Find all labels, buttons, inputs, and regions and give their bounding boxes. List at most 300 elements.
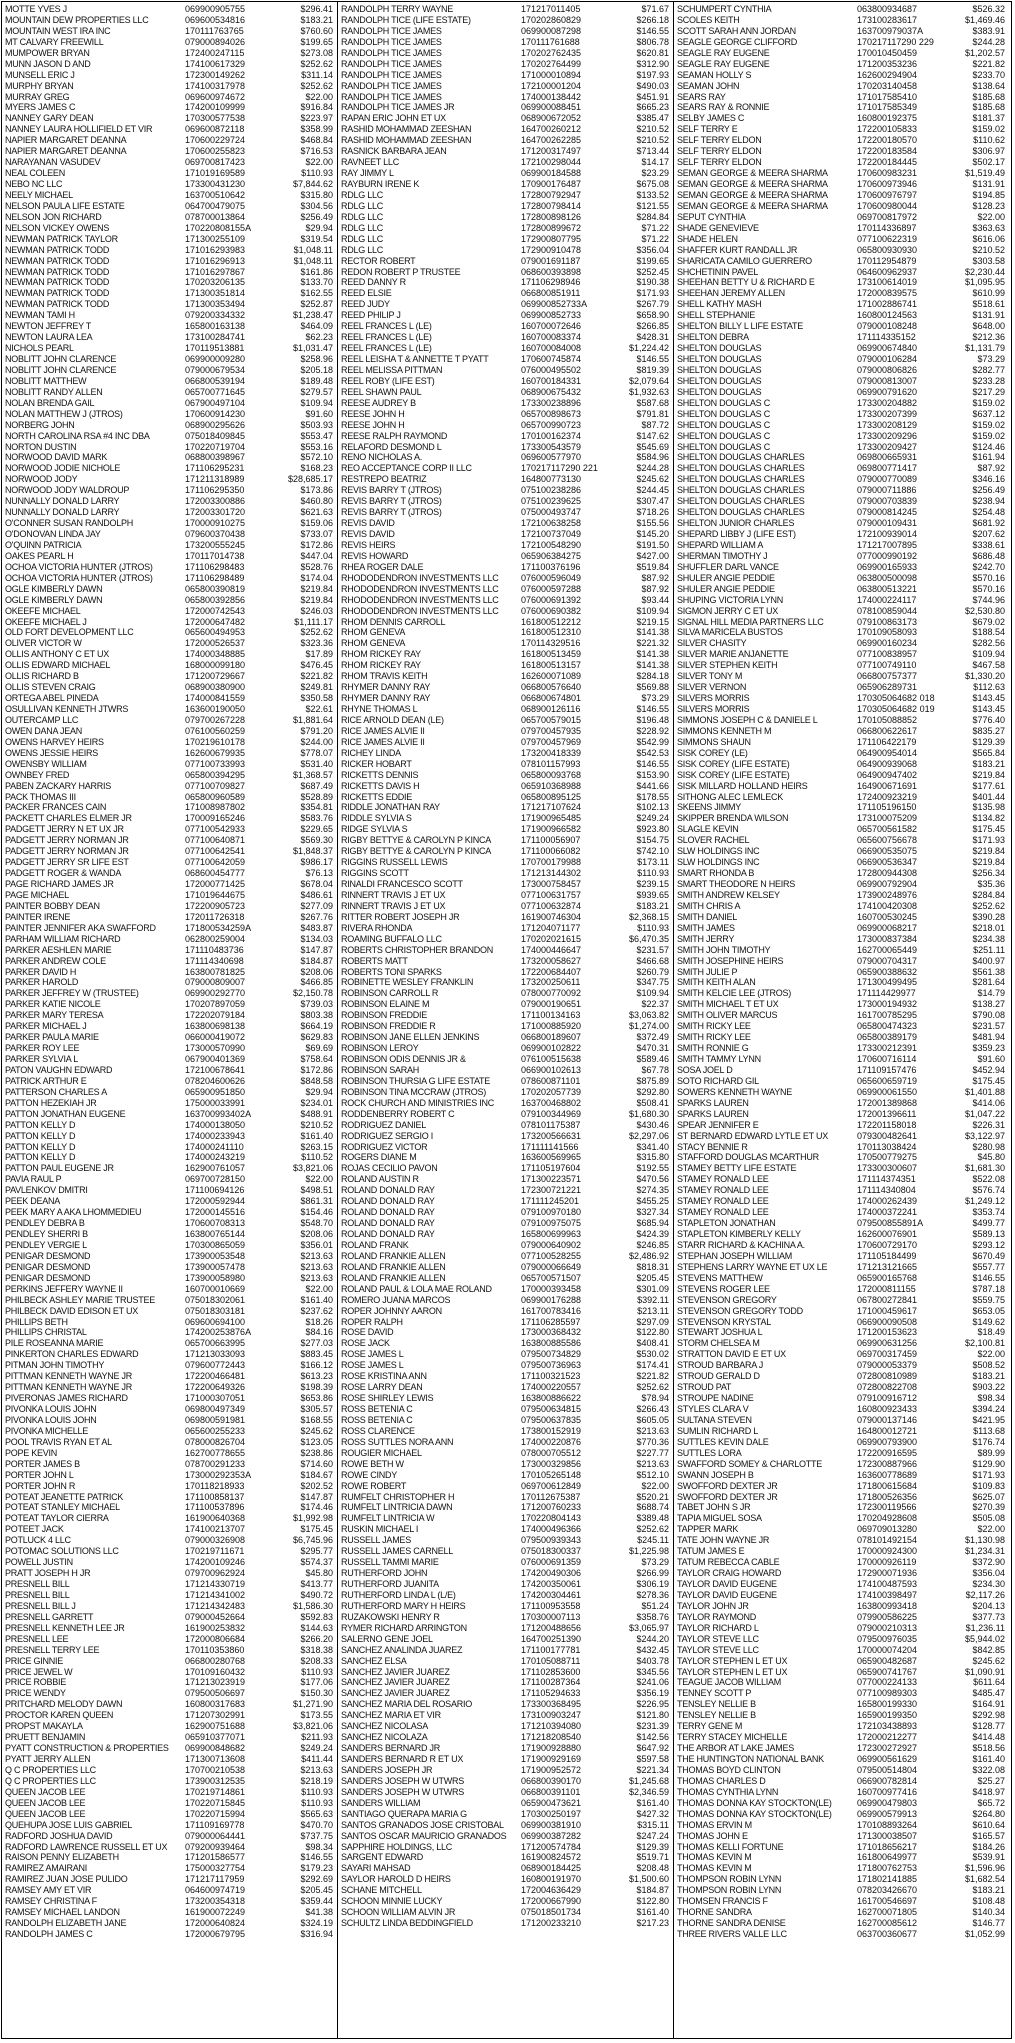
account-number: 173300431230 (185, 179, 246, 189)
account-number: 172200105833 (857, 124, 918, 135)
amount: $875.89 (636, 1075, 669, 1086)
account-number: 065700898673 (521, 408, 582, 419)
amount: $177.61 (972, 780, 1005, 791)
owner-name: ROAMING BUFFALO LLC (341, 933, 442, 944)
account-number: 174100398497 (857, 1589, 918, 1600)
listing-row (677, 682, 1009, 693)
listing-row (341, 1918, 671, 1929)
account-number: 170010450459 (857, 47, 918, 58)
amount: $221.82 (972, 58, 1005, 69)
listing-row (341, 1382, 671, 1393)
owner-name: SANCHEZ ANALINDA JUAREZ (341, 1644, 463, 1655)
owner-name: MURRAY GREG (5, 91, 70, 102)
amount: $175.45 (972, 1075, 1005, 1086)
owner-name: SHELTON DOUGLAS CHARLES (677, 452, 805, 463)
listing-row (677, 1492, 1009, 1503)
listing-row (5, 606, 335, 617)
account-number: 173300300607 (857, 1163, 918, 1174)
listing-row (5, 81, 335, 92)
account-number: 065910377071 (185, 1732, 246, 1743)
owner-name: SCHANE MITCHELL (341, 1885, 422, 1896)
amount: $1,848.37 (292, 846, 333, 857)
owner-name: REESE AUDREY B (341, 397, 416, 408)
account-number: 066800280768 (185, 1655, 246, 1666)
owner-name: PHILBECK DAVID EDISON ET UX (5, 1305, 138, 1316)
amount: $110.52 (301, 1152, 333, 1163)
amount: $744.96 (972, 594, 1005, 605)
account-number: 170600729170 (857, 1239, 918, 1250)
account-number: 171900929169 (521, 1754, 582, 1764)
account-number: 171300713608 (185, 1754, 246, 1764)
account-number: 173100284741 (185, 332, 246, 343)
account-number: 172000679795 (185, 1929, 246, 1939)
amount: $112.63 (973, 682, 1005, 693)
listing-row (341, 321, 671, 332)
account-number: 171019644675 (185, 889, 246, 900)
amount: $204.13 (972, 1600, 1005, 1611)
account-number: 174000372241 (857, 1207, 918, 1218)
listing-row (341, 26, 671, 37)
listing-row (5, 1492, 335, 1503)
amount: $3,065.97 (628, 1622, 669, 1633)
owner-name: SEPUT CYNTHIA (677, 211, 746, 222)
account-number: 171217107624 (521, 802, 582, 813)
listing-row (5, 1645, 335, 1656)
amount: $531.40 (300, 758, 333, 769)
owner-name: SANTOS OSCAR MAURICIO GRANADOS (341, 1830, 507, 1841)
amount: $1,236.11 (965, 1622, 1005, 1633)
listing-row (677, 1546, 1009, 1557)
owner-name: NEWMAN PATRICK TODD (5, 299, 110, 310)
account-number: 066800851911 (521, 288, 581, 299)
amount: $14.79 (977, 988, 1005, 999)
listing-row (5, 737, 335, 748)
listing-row (341, 1360, 671, 1371)
owner-name: REEL LEISHA T & ANNETTE T PYATT (341, 354, 489, 364)
listing-row (341, 1885, 671, 1896)
listing-row (341, 1240, 671, 1251)
owner-name: PROCTOR KAREN QUEEN (5, 1710, 114, 1721)
account-number: 170217117290 229 (857, 36, 934, 47)
account-number: 065800474323 (857, 1021, 918, 1032)
amount: $502.17 (972, 157, 1005, 168)
listing-row (677, 1327, 1009, 1338)
amount: $1,596.96 (964, 1863, 1005, 1874)
amount: $347.75 (636, 977, 669, 988)
listing-row (341, 682, 671, 693)
amount: $421.95 (972, 1414, 1005, 1425)
listing-row (341, 792, 671, 803)
listing-row (5, 1371, 335, 1382)
listing-row (677, 1918, 1009, 1929)
owner-name: POTEET JACK (5, 1524, 64, 1535)
owner-name: PORTER JAMES B (5, 1458, 80, 1469)
owner-name: RANDOLPH TICE JAMES (341, 47, 442, 58)
amount: $208.48 (636, 1863, 669, 1874)
owner-name: SHARICATA CAMILO GUERRERO (677, 255, 812, 266)
amount: $542.99 (636, 736, 669, 747)
listing-row (5, 682, 335, 693)
owner-name: ROLAND DONALD RAY (341, 1185, 435, 1196)
amount: $848.58 (300, 1075, 333, 1086)
owner-name: PARKER PAULA MARIE (5, 1032, 99, 1043)
owner-name: ROSE DAVID (341, 1327, 394, 1338)
listing-row (677, 715, 1009, 726)
amount: $171.93 (972, 1469, 1005, 1480)
listing-row (677, 201, 1009, 212)
amount: $1,992.98 (292, 1513, 333, 1524)
amount: $181.37 (972, 113, 1005, 124)
owner-name: RICKER HOBART (341, 758, 412, 769)
amount: $470.56 (636, 1174, 669, 1185)
account-number: 069900852733A (521, 299, 588, 310)
owner-name: MUNSELL ERIC J (5, 69, 75, 80)
listing-row (341, 1415, 671, 1426)
owner-name: SHEEHAN BETTY U & RICHARD E (677, 277, 815, 288)
amount: $1,048.11 (293, 244, 333, 255)
amount: $226.31 (972, 1119, 1005, 1130)
amount: $561.38 (972, 966, 1005, 977)
amount: $620.81 (636, 47, 669, 58)
listing-row (677, 868, 1009, 879)
account-number: 171105197604 (521, 1163, 581, 1174)
listing-row (5, 1327, 335, 1338)
account-number: 163700510642 (185, 189, 246, 200)
amount: $154.75 (636, 835, 669, 846)
account-number: 172001389868 (857, 1097, 918, 1108)
owner-name: TAYLOR STEVE LLC (677, 1644, 759, 1655)
amount: $341.40 (636, 1141, 669, 1152)
owner-name: POTEAT JEANETTE PATRICK (5, 1491, 124, 1502)
listing-row (341, 1907, 671, 1918)
amount: $146.55 (636, 758, 669, 769)
owner-name: SWANN JOSEPH B (677, 1469, 754, 1480)
account-number: 171114429977 (857, 988, 916, 999)
listing-row (5, 245, 335, 256)
account-number: 171106298489 (185, 572, 245, 583)
account-number: 170217117290 221 (521, 463, 598, 474)
amount: $356.19 (636, 1688, 669, 1699)
owner-name: STAMEY BETTY LIFE ESTATE (677, 1163, 797, 1174)
account-number: 161800649977 (857, 1852, 918, 1863)
amount: $110.93 (301, 168, 333, 179)
listing-row (5, 595, 335, 606)
listing-row (677, 1842, 1009, 1853)
amount: $861.31 (300, 1196, 333, 1207)
account-number: 172800792947 (521, 189, 582, 200)
listing-row (677, 277, 1009, 288)
amount: $470.31 (636, 1043, 669, 1054)
amount: $234.38 (972, 933, 1005, 944)
owner-name: RAMIREZ AMAIRANI (5, 1863, 88, 1874)
listing-row (341, 1776, 671, 1787)
account-number: 066800576640 (521, 682, 582, 693)
account-number: 175000327754 (185, 1863, 246, 1874)
account-number: 171217117959 (185, 1874, 245, 1885)
account-number: 165800199330 (857, 1699, 918, 1710)
owner-name: OLLIS STEVEN CRAIG (5, 682, 96, 693)
account-number: 161900824572 (521, 1852, 582, 1863)
listing-row (5, 999, 335, 1010)
amount: $3,063.82 (628, 1010, 669, 1021)
amount: $159.02 (972, 430, 1005, 441)
listing-row (677, 1513, 1009, 1524)
account-number: 173000570990 (185, 1043, 246, 1054)
account-number: 171016293983 (185, 244, 246, 255)
amount: $605.05 (636, 1414, 669, 1425)
account-number: 172003301720 (185, 507, 246, 518)
amount: $25.27 (977, 1775, 1005, 1786)
amount: $572.10 (300, 452, 333, 463)
listing-row (677, 1667, 1009, 1678)
owner-name: SANCHEZ JAVIER JUAREZ (341, 1677, 450, 1688)
listing-row (341, 256, 671, 267)
owner-name: RIDDLE SYLVIA S (341, 813, 412, 824)
owner-name: RASNICK BARBARA JEAN (341, 146, 447, 157)
amount: $256.49 (300, 211, 333, 222)
account-number: 162600294904 (857, 69, 918, 80)
listing-row (5, 573, 335, 584)
account-number: 078100859044 (857, 605, 918, 616)
amount: $281.64 (972, 977, 1005, 988)
owner-name: STROUD BARBARA J (677, 1360, 764, 1371)
listing-row (341, 365, 671, 376)
account-number: 171106295350 (185, 485, 245, 496)
amount: $519.71 (636, 1852, 669, 1863)
account-number: 164800773130 (521, 474, 582, 485)
amount: $146.55 (300, 1852, 333, 1863)
amount: $282.56 (972, 638, 1005, 649)
owner-name: ROPER RALPH (341, 1316, 403, 1327)
amount: $1,048.11 (293, 255, 333, 266)
listing-row (677, 1360, 1009, 1371)
account-number: 170000910275 (185, 518, 246, 529)
owner-name: PARHAM WILLIAM RICHARD (5, 933, 121, 944)
account-number: 171106295231 (185, 463, 245, 474)
account-number: 170202860829 (521, 14, 582, 25)
amount: $121.80 (636, 1710, 669, 1721)
account-number: 171114374351 (857, 1174, 916, 1185)
listing-column-2 (338, 2, 674, 2038)
amount: $1,095.95 (964, 277, 1005, 288)
amount: $589.13 (972, 1229, 1005, 1239)
account-number: 066800390170 (521, 1775, 582, 1786)
listing-row (677, 310, 1009, 321)
amount: $483.87 (300, 922, 333, 933)
listing-row (5, 967, 335, 978)
account-number: 173200354318 (185, 1896, 246, 1907)
listing-row (677, 496, 1009, 507)
account-number: 173100075209 (857, 813, 918, 824)
amount: $208.06 (300, 1229, 333, 1239)
listing-row (677, 1754, 1009, 1765)
account-number: 079000711886 (857, 485, 917, 496)
owner-name: THREE RIVERS VALLE LLC (677, 1929, 787, 1939)
owner-name: PITMAN JOHN TIMOTHY (5, 1360, 105, 1371)
account-number: 170000393458 (521, 1283, 582, 1294)
account-number: 079100975075 (521, 1218, 582, 1229)
amount: $292.69 (300, 1874, 333, 1885)
amount: $190.38 (636, 277, 669, 288)
amount: $146.55 (972, 1272, 1005, 1283)
listing-row (677, 1809, 1009, 1820)
listing-row (677, 649, 1009, 660)
amount: $219.84 (972, 857, 1005, 868)
account-number: 170202762435 (521, 47, 582, 58)
amount: $228.92 (636, 725, 669, 736)
account-number: 170600745874 (521, 354, 582, 364)
amount: $168.23 (300, 463, 333, 474)
listing-row (677, 321, 1009, 332)
listing-row (677, 135, 1009, 146)
owner-name: RHYMER DANNY RAY (341, 682, 431, 693)
owner-name: THOMAS DONNA KAY STOCKTON(LE) (677, 1797, 832, 1808)
owner-name: PADGETT JERRY NORMAN JR (5, 835, 129, 846)
amount: $613.23 (300, 1371, 333, 1382)
account-number: 079700457935 (521, 725, 582, 736)
account-number: 079000326908 (185, 1535, 246, 1546)
amount: $451.91 (636, 91, 669, 102)
amount: $2,346.59 (628, 1786, 669, 1797)
amount: $226.95 (636, 1699, 669, 1710)
listing-row (5, 59, 335, 70)
listing-row (5, 1218, 335, 1229)
owner-name: PRESNELL BILL (5, 1579, 70, 1589)
listing-row (341, 1087, 671, 1098)
account-number: 079000814245 (857, 507, 918, 518)
account-number: 170220715994 (185, 1808, 246, 1819)
account-number: 171900965485 (521, 813, 582, 824)
listing-row (677, 802, 1009, 813)
owner-name: NOBLITT JOHN CLARENCE (5, 354, 117, 364)
owner-name: MOTTE YVES J (5, 4, 67, 14)
listing-row (677, 332, 1009, 343)
listing-row (5, 1174, 335, 1185)
account-number: 067900401369 (185, 1054, 246, 1064)
owner-name: SELBY JAMES C (677, 113, 745, 124)
account-number: 170600976797 (857, 189, 918, 200)
listing-row (341, 999, 671, 1010)
account-number: 163600778689 (857, 1469, 918, 1480)
amount: $251.11 (973, 944, 1005, 955)
owner-name: POWELL JUSTIN (5, 1557, 73, 1568)
amount: $159.02 (972, 397, 1005, 408)
amount: $430.46 (636, 1119, 669, 1130)
listing-row (341, 201, 671, 212)
owner-name: RHOM RICKEY RAY (341, 649, 421, 660)
owner-name: TENSLEY NELLIE B (677, 1710, 756, 1721)
amount: $244.28 (636, 463, 669, 474)
account-number: 065906289731 (857, 682, 918, 693)
amount: $616.06 (972, 233, 1005, 244)
amount: $505.08 (972, 1513, 1005, 1524)
account-number: 171213033093 (185, 1349, 246, 1360)
amount: $237.62 (300, 1305, 333, 1316)
amount: $166.12 (300, 1360, 333, 1371)
listing-row (5, 1634, 335, 1645)
listing-row (341, 1404, 671, 1415)
amount: $109.83 (972, 1480, 1005, 1491)
owner-name: NANNEY GARY DEAN (5, 113, 94, 124)
amount: $133.52 (636, 189, 669, 200)
amount: $231.57 (972, 1021, 1005, 1032)
account-number: 077100838957 (857, 649, 918, 660)
owner-name: POOL TRAVIS RYAN ET AL (5, 1436, 112, 1447)
owner-name: SILVERS MORRIS (677, 693, 750, 704)
amount: $264.80 (972, 1808, 1005, 1819)
amount: $306.97 (972, 146, 1005, 157)
listing-column-3 (674, 2, 1011, 2038)
listing-row (341, 824, 671, 835)
amount: $110.93 (637, 868, 669, 879)
amount: $133.70 (300, 277, 333, 288)
amount: $161.40 (636, 1907, 669, 1918)
listing-row (677, 343, 1009, 354)
account-number: 065900741767 (857, 1666, 918, 1677)
account-number: 065800389179 (857, 1032, 918, 1043)
amount: $323.36 (300, 638, 333, 649)
listing-row (341, 37, 671, 48)
listing-row (5, 1699, 335, 1710)
amount: $7,844.62 (292, 179, 333, 189)
owner-name: RAMSEY AMY ET VIR (5, 1885, 92, 1896)
amount: $637.12 (972, 408, 1005, 419)
listing-row (677, 1032, 1009, 1043)
listing-row (341, 102, 671, 113)
account-number: 171800762753 (857, 1863, 918, 1874)
owner-name: TENSLEY NELLIE B (677, 1699, 756, 1710)
owner-name: TABET JOHN S JR (677, 1502, 751, 1513)
listing-row (341, 1535, 671, 1546)
account-number: 172200916595 (857, 1447, 918, 1458)
listing-row (677, 1448, 1009, 1459)
amount: $3,821.06 (292, 1163, 333, 1174)
amount: $714.60 (300, 1458, 333, 1469)
account-number: 170300007113 (521, 1611, 581, 1622)
listing-row (5, 1349, 335, 1360)
amount: $172.86 (300, 1064, 333, 1075)
account-number: 068600454777 (185, 868, 246, 879)
account-number: 174200490306 (521, 1568, 582, 1579)
listing-row (677, 627, 1009, 638)
listing-row (5, 1284, 335, 1295)
amount: $183.21 (300, 14, 333, 25)
amount: $146.55 (636, 704, 669, 714)
owner-name: SWAFFORD SOMEY & CHARLOTTE (677, 1458, 823, 1469)
account-number: 172004636429 (521, 1885, 582, 1896)
account-number: 079500637835 (521, 1414, 582, 1425)
amount: $65.72 (977, 1797, 1005, 1808)
listing-row (677, 1863, 1009, 1874)
listing-row (677, 1218, 1009, 1229)
listing-row (5, 1557, 335, 1568)
listing-row (677, 529, 1009, 540)
account-number: 069900165933 (857, 561, 918, 572)
listing-row (677, 573, 1009, 584)
owner-name: SANCHEZ ELSA (341, 1655, 407, 1666)
amount: $98.34 (305, 1841, 333, 1852)
account-number: 172200183584 (857, 146, 918, 157)
amount: $565.63 (300, 1808, 333, 1819)
owner-name: PHILLIPS BETH (5, 1316, 68, 1327)
amount: $252.45 (636, 266, 669, 277)
owner-name: STAMEY RONALD LEE (677, 1196, 769, 1207)
owner-name: ROSS BETENIA C (341, 1414, 413, 1425)
amount: $205.45 (300, 1885, 333, 1896)
amount: $803.38 (300, 1010, 333, 1021)
amount: $223.97 (300, 113, 333, 124)
listing-row (5, 507, 335, 518)
